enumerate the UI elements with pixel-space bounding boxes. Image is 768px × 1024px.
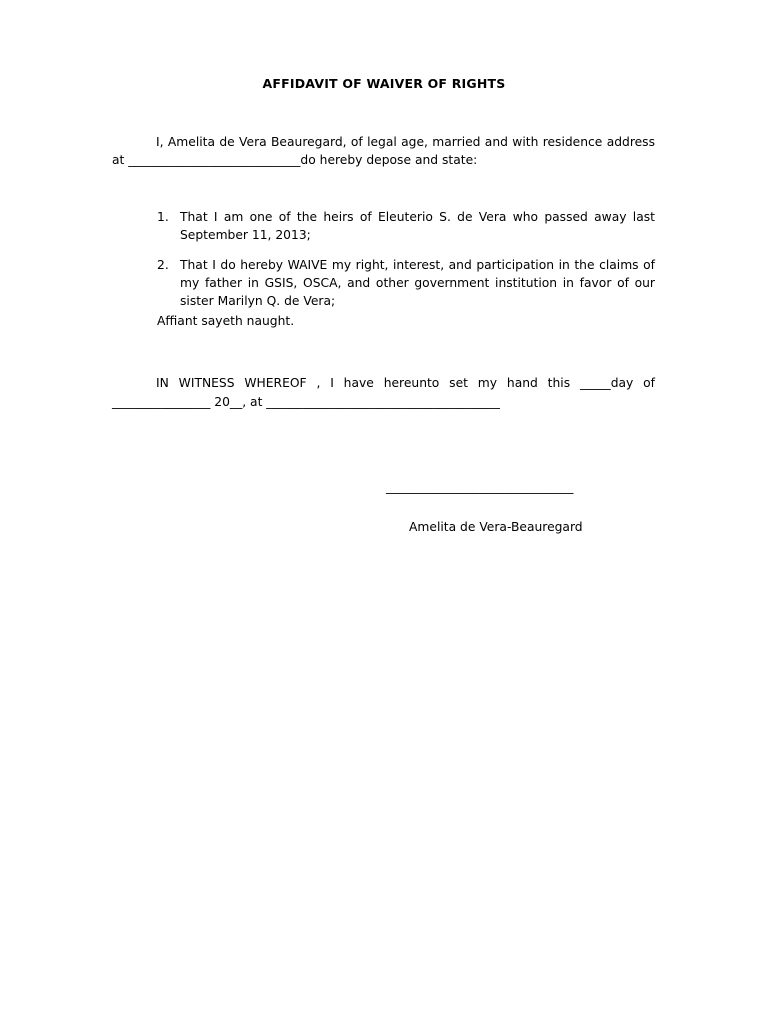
intro-paragraph (112, 133, 655, 170)
affiant-statement: Affiant sayeth naught. (157, 314, 295, 328)
intro-text: I, Amelita de Vera Beauregard, of legal age, married and with residence address at ____________________________do hereby depose and state: (112, 135, 655, 168)
witness-text: IN WITNESS WHEREOF , I have hereunto set my hand this _____day of ________________ 20__, at ______________________________________ (112, 376, 655, 410)
item-2-number: 2. (157, 258, 169, 272)
signature-line: ______________________________ (386, 480, 574, 494)
item-1-text: That I am one of the heirs of Eleuterio S. de Vera who passed away last September 11, 2013; (180, 210, 655, 243)
item-1-number: 1. (157, 210, 169, 224)
item-2-text: That I do hereby WAIVE my right, interest, and participation in the claims of my father in GSIS, OSCA, and other government institution in favor of our sister Marilyn Q. de Vera; (180, 258, 655, 309)
numbered-item-1 (157, 208, 655, 257)
document-title: AFFIDAVIT OF WAIVER OF RIGHTS (262, 76, 506, 91)
witness-clause (112, 374, 655, 412)
signatory-name: Amelita de Vera-Beauregard (409, 520, 583, 534)
